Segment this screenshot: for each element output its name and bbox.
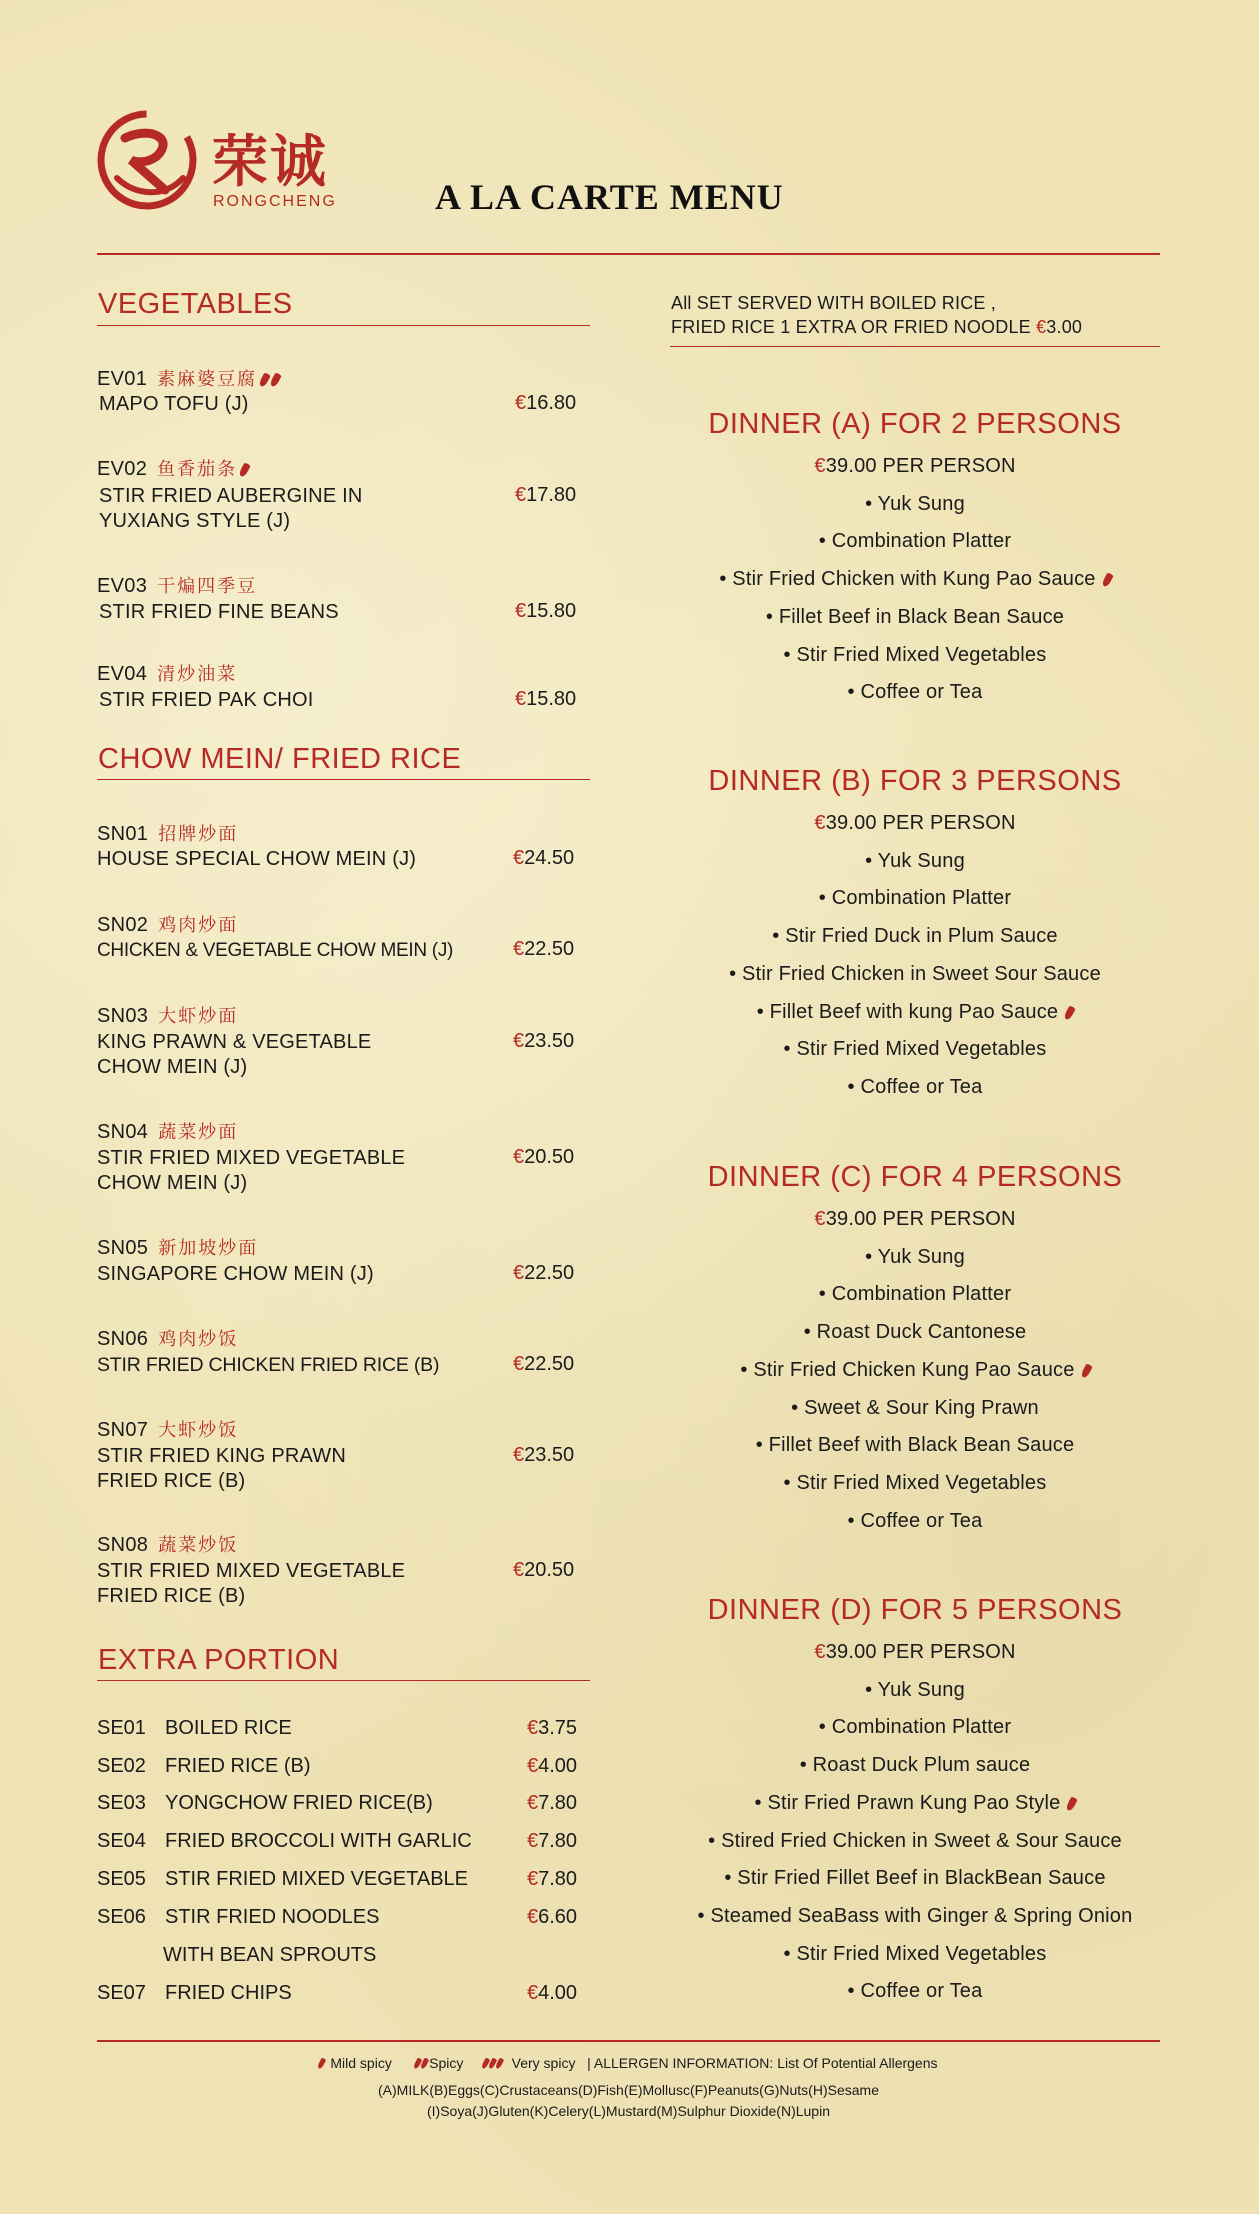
extra-item: SE01 xyxy=(97,1717,146,1739)
extra-item-name: STIR FRIED NOODLES xyxy=(165,1906,380,1928)
menu-item-name: SINGAPORE CHOW MEIN (J) xyxy=(97,1263,374,1285)
set-dinner-item: • Combination Platter xyxy=(818,530,1012,553)
chili-icon xyxy=(1101,572,1114,588)
chili-icon xyxy=(258,372,271,388)
extra-item-name: BOILED RICE xyxy=(165,1717,292,1739)
set-dinner-item: • Stir Fried Chicken Kung Pao Sauce xyxy=(670,1359,1160,1382)
set-dinner-item: • Stired Fried Chicken in Sweet & Sour Sauce xyxy=(708,1829,1122,1852)
allergen-list-2: (I)Soya(J)Gluten(K)Celery(L)Mustard(M)Sulphur Dioxide(N)Lupin xyxy=(426,2103,830,2119)
set-dinner-heading: DINNER (C) FOR 4 PERSONS xyxy=(707,1161,1123,1193)
set-dinner-item: • Sweet & Sour King Prawn xyxy=(791,1396,1039,1419)
chow-mein-rule xyxy=(97,779,590,780)
set-dinner-item: • Steamed SeaBass with Ginger & Spring Onion xyxy=(697,1904,1133,1927)
set-dinner-price: €39.00 PER PERSON xyxy=(814,1208,1016,1230)
set-dinner-item: • Stir Fried Duck in Plum Sauce xyxy=(772,925,1058,948)
menu-item-code: EV01 素麻婆豆腐 xyxy=(97,365,279,391)
chinese-dish-name: 清炒油菜 xyxy=(157,664,238,685)
extra-portion-heading: EXTRA PORTION xyxy=(98,1644,340,1676)
extra-item: SE03 xyxy=(97,1792,146,1814)
extra-item: SE05 xyxy=(97,1868,146,1890)
set-dinner-item: • Stir Fried Fillet Beef in BlackBean Sauce xyxy=(724,1867,1106,1890)
chinese-dish-name: 招牌炒面 xyxy=(158,824,239,845)
extra-item-name: STIR FRIED MIXED VEGETABLE xyxy=(165,1868,469,1890)
menu-item-price: €22.50 xyxy=(513,1353,575,1375)
set-dinner-item: • Fillet Beef with Black Bean Sauce xyxy=(755,1434,1075,1457)
chinese-dish-name: 干煸四季豆 xyxy=(157,576,258,597)
set-dinner-item: • Stir Fried Mixed Vegetables xyxy=(783,1942,1047,1965)
chinese-dish-name: 蔬菜炒面 xyxy=(158,1122,239,1143)
menu-item-price: €24.50 xyxy=(513,847,575,869)
menu-item-price: €17.80 xyxy=(515,484,577,506)
menu-item-price: €15.80 xyxy=(515,688,577,710)
vegetables-rule xyxy=(97,325,590,326)
menu-item-price: €23.50 xyxy=(513,1444,575,1466)
chili-icon xyxy=(238,462,251,478)
set-dinner-item: • Yuk Sung xyxy=(865,492,965,515)
set-dinner-price: €39.00 PER PERSON xyxy=(814,812,1016,834)
extra-item-price: €7.80 xyxy=(527,1868,578,1890)
set-dinner-item: • Combination Platter xyxy=(818,1283,1012,1306)
brand-name-chinese: 荣诚 xyxy=(212,129,328,195)
extra-item-name: FRIED RICE (B) xyxy=(165,1755,311,1777)
menu-item-code: SN04 蔬菜炒面 xyxy=(97,1121,239,1143)
menu-item-code: EV02 鱼香茄条 xyxy=(97,455,248,481)
menu-item-name: STIR FRIED AUBERGINE IN YUXIANG STYLE (J) xyxy=(99,485,363,532)
menu-item-price: €22.50 xyxy=(513,1262,575,1284)
extra-item-name: WITH BEAN SPROUTS xyxy=(163,1944,377,1966)
menu-item-name: CHICKEN & VEGETABLE CHOW MEIN (J) xyxy=(97,940,454,961)
chinese-dish-name: 鸡肉炒面 xyxy=(158,915,239,936)
menu-item-code: SN07 大虾炒饭 xyxy=(97,1419,239,1441)
extra-item-name: YONGCHOW FRIED RICE(B) xyxy=(165,1792,433,1814)
set-dinner-item: • Stir Fried Mixed Vegetables xyxy=(783,1471,1047,1494)
extra-item: SE04 xyxy=(97,1830,146,1852)
extra-item-price: €3.75 xyxy=(527,1717,578,1739)
set-dinner-item: • Coffee or Tea xyxy=(847,1980,983,2003)
set-dinner-item: • Stir Fried Mixed Vegetables xyxy=(783,1038,1047,1061)
menu-item-name: STIR FRIED MIXED VEGETABLE CHOW MEIN (J) xyxy=(97,1147,406,1194)
extra-portion-rule xyxy=(97,1680,590,1681)
set-dinner-item: • Coffee or Tea xyxy=(847,1075,983,1098)
menu-item-code: EV03 干煸四季豆 xyxy=(97,575,258,597)
extra-item-price: €4.00 xyxy=(527,1755,578,1777)
set-dinner-item: • Stir Fried Chicken with Kung Pao Sauce xyxy=(670,568,1160,591)
set-dinner-item: • Roast Duck Cantonese xyxy=(803,1321,1027,1344)
chinese-dish-name: 素麻婆豆腐 xyxy=(157,369,258,390)
set-dinner-item: • Stir Fried Mixed Vegetables xyxy=(783,643,1047,666)
set-dinner-price: €39.00 PER PERSON xyxy=(814,455,1016,477)
chinese-dish-name: 新加坡炒面 xyxy=(158,1238,259,1259)
vegetables-heading: VEGETABLES xyxy=(98,288,293,320)
set-dinner-item: • Stir Fried Prawn Kung Pao Style xyxy=(670,1792,1160,1815)
menu-item-price: €23.50 xyxy=(513,1030,575,1052)
chinese-dish-name: 蔬菜炒饭 xyxy=(158,1535,239,1556)
set-dinner-item: • Fillet Beef in Black Bean Sauce xyxy=(765,605,1065,628)
spice-legend: Mild spicy Spicy Very spicy | ALLERGEN INFORMATION: List Of Potential Allergens xyxy=(97,2055,1160,2071)
menu-item-code: SN06 鸡肉炒饭 xyxy=(97,1328,239,1350)
menu-item-name: MAPO TOFU (J) xyxy=(99,393,249,415)
extra-item-name: FRIED BROCCOLI WITH GARLIC xyxy=(165,1830,472,1852)
menu-item-price: €20.50 xyxy=(513,1146,575,1168)
note-rule xyxy=(670,346,1160,347)
menu-item-code: EV04 清炒油菜 xyxy=(97,663,238,685)
set-meal-note: All SET SERVED WITH BOILED RICE , FRIED RICE 1 EXTRA OR FRIED NOODLE €3.00 xyxy=(671,293,1083,337)
menu-item-price: €22.50 xyxy=(513,938,575,960)
set-dinner-item: • Combination Platter xyxy=(818,1716,1012,1739)
chili-icon xyxy=(269,372,282,388)
chili-icon xyxy=(1080,1363,1093,1379)
chili-icon xyxy=(317,2057,327,2069)
set-dinner-item: • Stir Fried Chicken in Sweet Sour Sauce xyxy=(729,962,1101,985)
menu-item-name: STIR FRIED MIXED VEGETABLE FRIED RICE (B) xyxy=(97,1560,406,1607)
set-dinner-item: • Yuk Sung xyxy=(865,849,965,872)
extra-item-price: €4.00 xyxy=(527,1982,578,2004)
extra-item-name: FRIED CHIPS xyxy=(165,1982,292,2004)
set-dinner-item: • Fillet Beef with kung Pao Sauce xyxy=(670,1001,1160,1024)
menu-item-code: SN03 大虾炒面 xyxy=(97,1005,239,1027)
menu-item-name: STIR FRIED CHICKEN FRIED RICE (B) xyxy=(97,1354,440,1376)
menu-item-code: SN05 新加坡炒面 xyxy=(97,1237,259,1259)
set-dinner-item: • Yuk Sung xyxy=(865,1678,965,1701)
menu-item-name: STIR FRIED KING PRAWN FRIED RICE (B) xyxy=(97,1445,347,1492)
set-dinner-price: €39.00 PER PERSON xyxy=(814,1641,1016,1663)
brand-name-english: RONGCHENG xyxy=(213,193,337,210)
menu-item-price: €16.80 xyxy=(515,392,577,414)
extra-item-price: €7.80 xyxy=(527,1830,578,1852)
set-dinner-item: • Combination Platter xyxy=(818,887,1012,910)
set-dinner-heading: DINNER (D) FOR 5 PERSONS xyxy=(707,1594,1123,1626)
chinese-dish-name: 大虾炒饭 xyxy=(158,1420,239,1441)
menu-item-code: SN02 鸡肉炒面 xyxy=(97,914,239,936)
extra-item: SE07 xyxy=(97,1982,146,2004)
menu-item-name: HOUSE SPECIAL CHOW MEIN (J) xyxy=(97,848,417,870)
chili-icon xyxy=(1066,1796,1079,1812)
allergen-list-1: (A)MILK(B)Eggs(C)Crustaceans(D)Fish(E)Mollusc(F)Peanuts(G)Nuts(H)Sesame xyxy=(378,2082,879,2098)
set-dinner-item: • Coffee or Tea xyxy=(847,1509,983,1532)
extra-item-price: €7.80 xyxy=(527,1792,578,1814)
chinese-dish-name: 大虾炒面 xyxy=(158,1006,239,1027)
set-dinner-item: • Coffee or Tea xyxy=(847,681,983,704)
menu-item-name: STIR FRIED FINE BEANS xyxy=(99,601,339,623)
menu-item-price: €20.50 xyxy=(513,1559,575,1581)
extra-item-price: €6.60 xyxy=(527,1906,578,1928)
set-dinner-heading: DINNER (B) FOR 3 PERSONS xyxy=(708,765,1122,797)
top-divider xyxy=(97,253,1160,255)
chow-mein-heading: CHOW MEIN/ FRIED RICE xyxy=(98,743,462,775)
chili-icon xyxy=(1063,1005,1076,1021)
set-dinner-heading: DINNER (A) FOR 2 PERSONS xyxy=(708,408,1122,440)
menu-item-price: €15.80 xyxy=(515,600,577,622)
menu-item-code: SN08 蔬菜炒饭 xyxy=(97,1534,239,1556)
menu-item-name: KING PRAWN & VEGETABLE CHOW MEIN (J) xyxy=(97,1031,372,1078)
chinese-dish-name: 鸡肉炒饭 xyxy=(158,1329,239,1350)
extra-item: SE02 xyxy=(97,1755,146,1777)
set-dinner-item: • Roast Duck Plum sauce xyxy=(799,1754,1031,1777)
menu-item-name: STIR FRIED PAK CHOI xyxy=(99,689,314,711)
extra-item: SE06 xyxy=(97,1906,146,1928)
page-title: A LA CARTE MENU xyxy=(435,177,784,217)
menu-item-code: SN01 招牌炒面 xyxy=(97,823,239,845)
chinese-dish-name: 鱼香茄条 xyxy=(157,459,238,480)
bottom-divider xyxy=(97,2040,1160,2042)
set-dinner-item: • Yuk Sung xyxy=(865,1245,965,1268)
